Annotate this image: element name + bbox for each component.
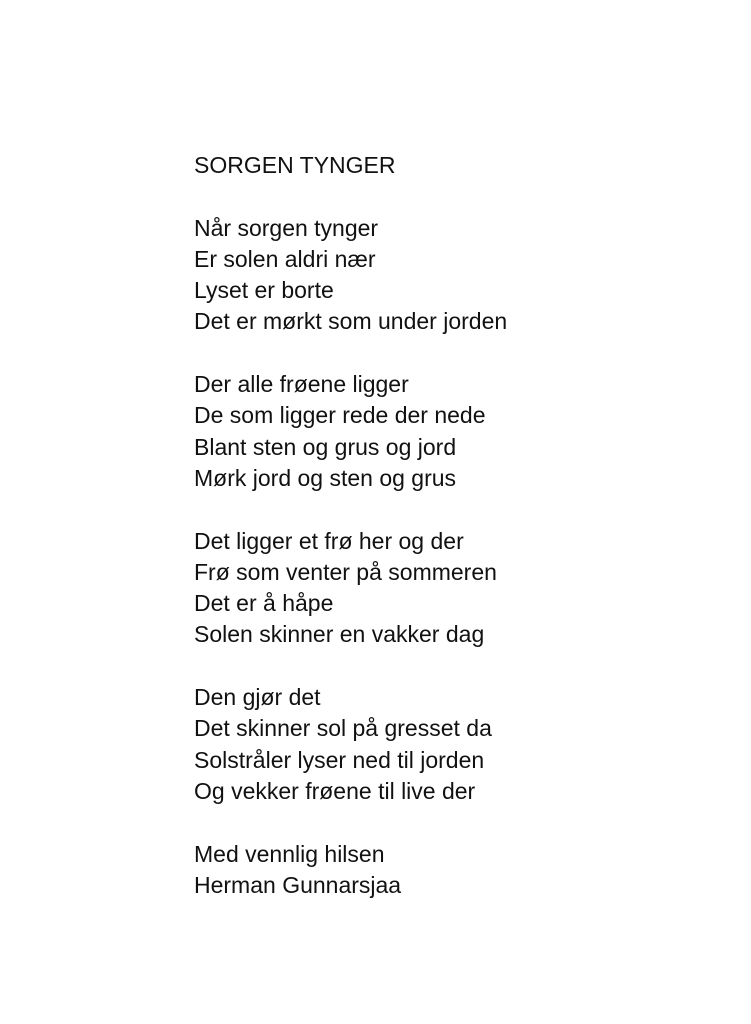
stanza-1: [194, 213, 714, 338]
poem-line: Frø som venter på sommeren: [194, 558, 497, 585]
poem-page: [194, 150, 714, 901]
poem-line: Den gjør det: [194, 684, 321, 711]
poem-line: De som ligger rede der nede: [194, 402, 486, 429]
stanza-2: [194, 369, 714, 494]
closing-greeting: Med vennlig hilsen: [194, 840, 385, 867]
poem-line: Når sorgen tynger: [194, 214, 379, 241]
poem-title: SORGEN TYNGER: [194, 152, 396, 178]
poem-line: Det er mørkt som under jorden: [194, 308, 508, 335]
stanza-gap: [194, 807, 714, 838]
poem-line: Blant sten og grus og jord: [194, 433, 457, 460]
author-name: Herman Gunnarsjaa: [194, 871, 402, 898]
poem-line: Solen skinner en vakker dag: [194, 621, 485, 648]
stanza-4: [194, 682, 714, 807]
poem-line: Der alle frøene ligger: [194, 371, 409, 398]
poem-line: Og vekker frøene til live der: [194, 777, 476, 804]
stanza-gap: [194, 181, 714, 212]
poem-line: Det skinner sol på gresset da: [194, 715, 492, 742]
poem-line: Det ligger et frø her og der: [194, 527, 464, 554]
poem-line: Lyset er borte: [194, 277, 334, 304]
stanza-gap: [194, 338, 714, 369]
closing-signature: [194, 839, 714, 902]
stanza-3: [194, 526, 714, 651]
poem-line: Er solen aldri nær: [194, 245, 376, 272]
poem-line: Mørk jord og sten og grus: [194, 464, 457, 491]
poem-line: Solstråler lyser ned til jorden: [194, 746, 485, 773]
stanza-gap: [194, 494, 714, 525]
poem-line: Det er å håpe: [194, 590, 334, 617]
stanza-gap: [194, 651, 714, 682]
